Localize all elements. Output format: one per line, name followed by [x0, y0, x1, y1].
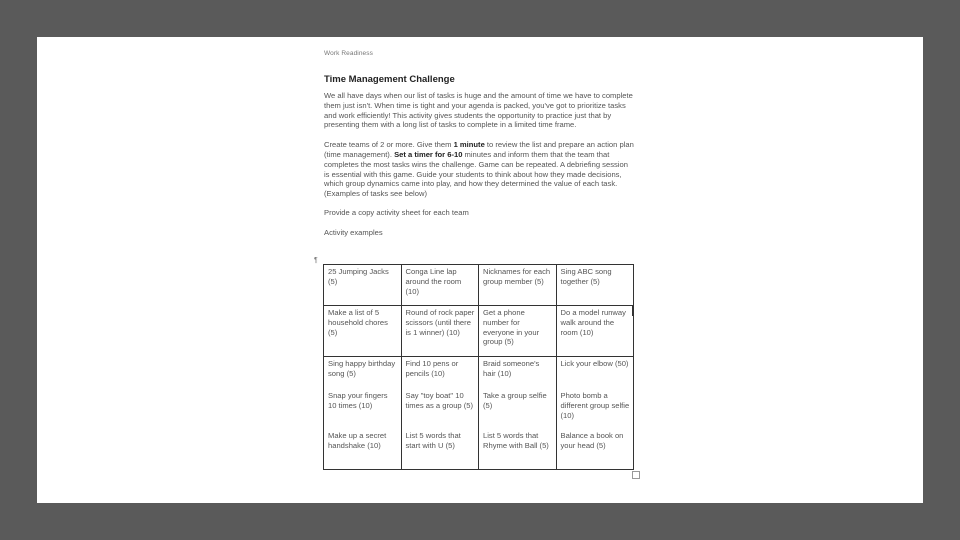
table-resize-handle[interactable] [632, 471, 640, 479]
instructions-bold-1: 1 minute [453, 140, 485, 150]
task-cell: Nicknames for each group member (5) [479, 265, 557, 306]
row-resize-handle[interactable] [632, 306, 634, 316]
table-row [324, 265, 634, 306]
task-cell: Sing happy birthday song (5) [324, 357, 402, 390]
task-cell: Take a group selfie (5) [479, 389, 557, 429]
task-cell: Say "toy boat" 10 times as a group (5) [401, 389, 479, 429]
activity-table [323, 264, 634, 470]
instructions-text-3: minutes and inform them that the team that completes the most tasks wins the challenge. Game can be repeated. A debriefing session is essential with this game. Guide your students to think about how they made decisions, which group dynamics came into play, and how they determined the value of each task. (Examples of tasks see below) [324, 149, 628, 199]
intro-paragraph: We all have days when our list of tasks is huge and the amount of time we have to complete them just isn't. When time is tight and your agenda is packed, you've got to prioritize tasks and work efficiently! This activity gives students the opportunity to practice just that by presenting them with a long list of tasks to complete in a limited time frame. [324, 91, 633, 130]
table-row [324, 429, 634, 470]
instructions-bold-2: Set a timer for 6-10 [394, 149, 463, 159]
activity-examples-heading: Activity examples [324, 227, 383, 237]
document-title: Time Management Challenge [324, 74, 455, 85]
instructions-text-1: Create teams of 2 or more. Give them [324, 140, 454, 150]
task-cell: Balance a book on your head (5) [556, 429, 634, 470]
task-cell: Make up a secret handshake (10) [324, 429, 402, 470]
task-cell: Sing ABC song together (5) [556, 265, 634, 306]
table-anchor-icon[interactable]: ¶ [314, 257, 318, 264]
task-cell: Get a phone number for everyone in your group (5) [479, 306, 557, 357]
table-row [324, 357, 634, 390]
instructions-text-2: to review the list and prepare an action plan (time management). [324, 140, 634, 159]
task-cell: Conga Line lap around the room (10) [401, 265, 479, 306]
task-cell: Photo bomb a different group selfie (10) [556, 389, 634, 429]
table-row [324, 306, 634, 357]
task-cell: Lick your elbow (50) [556, 357, 634, 390]
task-cell: Braid someone's hair (10) [479, 357, 557, 390]
instructions-paragraph [324, 140, 634, 199]
task-cell: Make a list of 5 household chores (5) [324, 306, 402, 357]
task-cell: 25 Jumping Jacks (5) [324, 265, 402, 306]
document-header: Work Readiness [324, 50, 373, 57]
task-cell: List 5 words that start with U (5) [401, 429, 479, 470]
task-cell: Find 10 pens or pencils (10) [401, 357, 479, 390]
task-cell: Do a model runway walk around the room (10) [556, 306, 634, 357]
provide-copy-paragraph: Provide a copy activity sheet for each team [324, 207, 469, 217]
task-cell: List 5 words that Rhyme with Ball (5) [479, 429, 557, 470]
table-row [324, 389, 634, 429]
document-page [314, 50, 634, 264]
task-cell: Snap your fingers 10 times (10) [324, 389, 402, 429]
task-cell: Round of rock paper scissors (until there is 1 winner) (10) [401, 306, 479, 357]
